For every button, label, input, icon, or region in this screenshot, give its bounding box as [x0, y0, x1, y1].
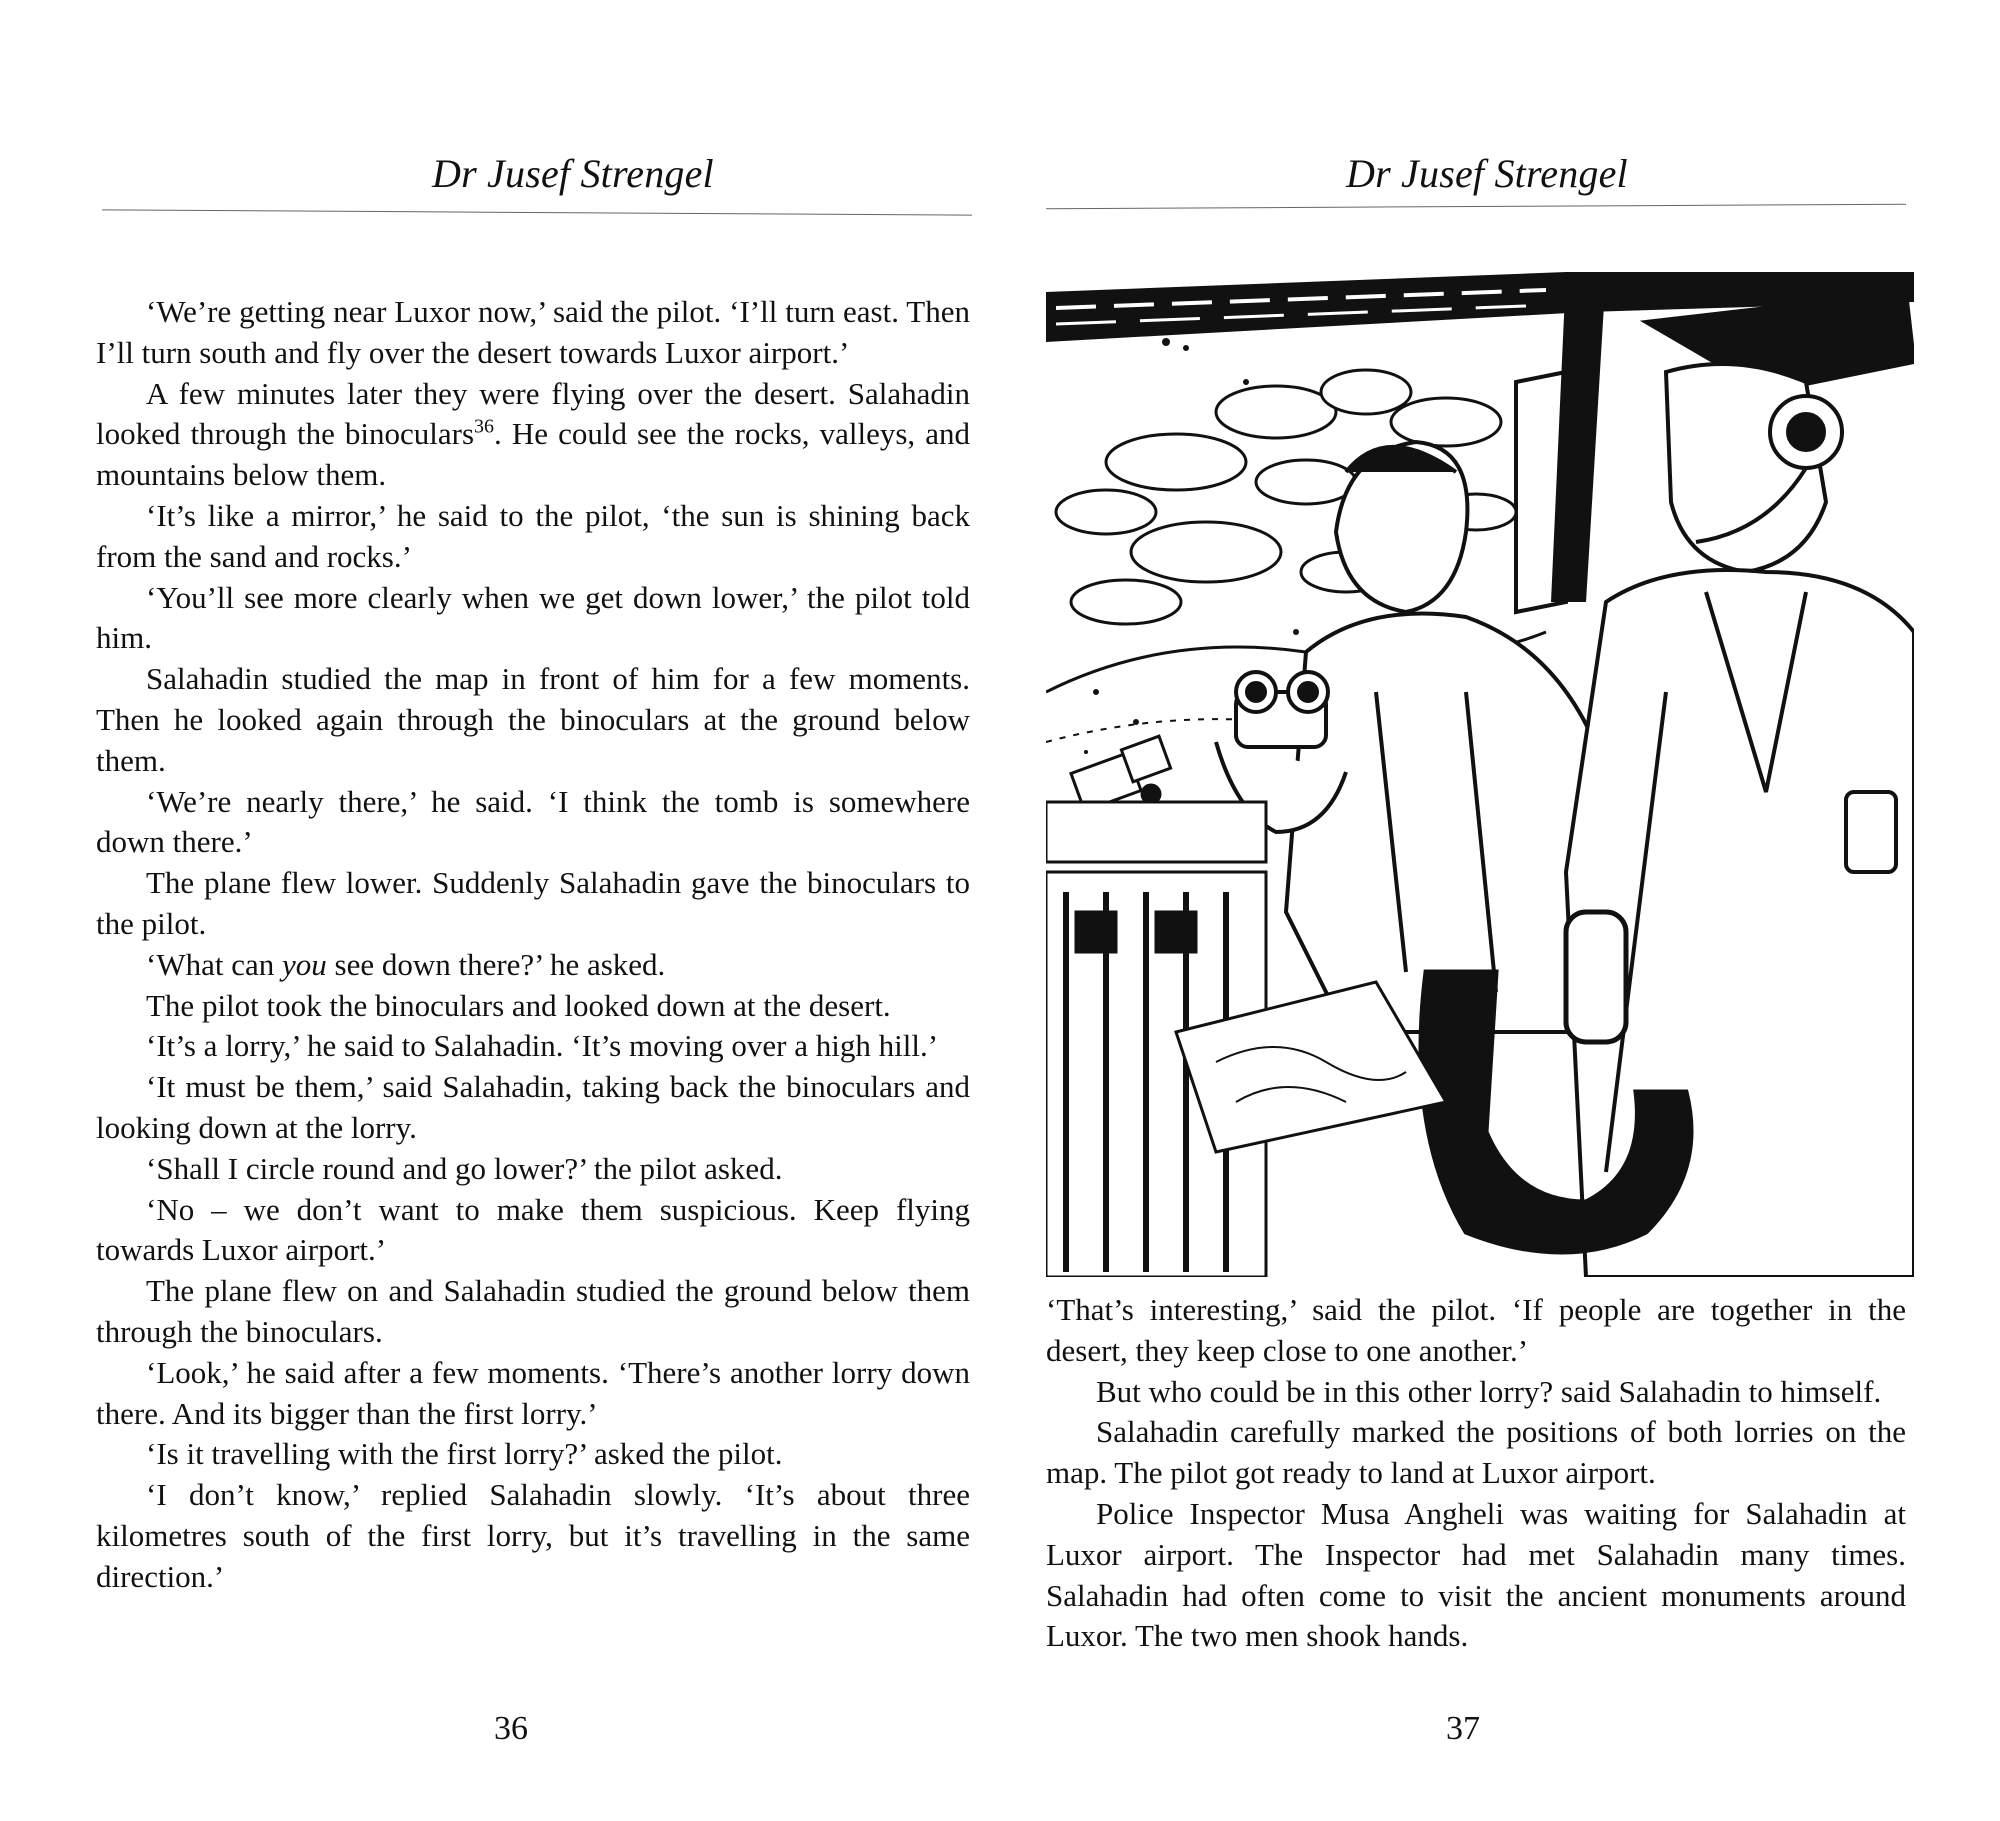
running-head: Dr Jusef Strengel — [432, 151, 714, 196]
emphasis-word: you — [281, 946, 327, 982]
cockpit-illustration — [1046, 272, 1914, 1277]
cockpit-drawing — [1046, 272, 1914, 1277]
paragraph: The pilot took the binoculars and looked down at the desert. — [146, 987, 891, 1023]
paragraph: ‘Shall I circle round and go lower?’ the pilot asked. — [146, 1150, 783, 1186]
body-text — [96, 292, 970, 1598]
paragraph — [96, 945, 970, 986]
paragraph-text: A few minutes later they were flying over the desert. Salahadin looked through the binoculars — [96, 375, 970, 452]
paragraph-text: ‘What can — [146, 946, 275, 982]
page-number: 37 — [1446, 1710, 1480, 1747]
header-rule — [1046, 204, 1906, 210]
paragraph: ‘That’s interesting,’ said the pilot. ‘If people are together in the desert, they keep close to one another.’ — [1046, 1292, 1906, 1368]
right-page — [1000, 0, 2000, 1821]
paragraph: ‘It’s a lorry,’ he said to Salahadin. ‘It’s moving over a high hill.’ — [146, 1028, 939, 1064]
paragraph: ‘Look,’ he said after a few moments. ‘There’s another lorry down there. And its bigger than the first lorry.’ — [96, 1354, 970, 1431]
paragraph: But who could be in this other lorry? said Salahadin to himself. — [1096, 1373, 1882, 1409]
paragraph: ‘Is it travelling with the first lorry?’ asked the pilot. — [146, 1436, 783, 1472]
paragraph: ‘It’s like a mirror,’ he said to the pilot, ‘the sun is shining back from the sand and rocks.’ — [96, 497, 970, 574]
paragraph: Police Inspector Musa Angheli was waiting for Salahadin at Luxor airport. The Inspector had met Salahadin many times. Salahadin had often come to visit the ancient monuments around Luxor. The two men shook hands. — [1046, 1495, 1906, 1654]
paragraph: The plane flew on and Salahadin studied the ground below them through the binoculars. — [96, 1273, 970, 1349]
paragraph: ‘We’re getting near Luxor now,’ said the pilot. ‘I’ll turn east. Then I’ll turn south and fly over the desert towards Luxor airport.’ — [96, 294, 970, 370]
running-head: Dr Jusef Strengel — [1346, 151, 1628, 196]
body-text — [1046, 1290, 1906, 1657]
paragraph: ‘We’re nearly there,’ he said. ‘I think the tomb is somewhere down there.’ — [96, 783, 970, 860]
paragraph: ‘It must be them,’ said Salahadin, taking back the binoculars and looking down at the lorry. — [96, 1069, 970, 1145]
paragraph-text: see down there?’ he asked. — [326, 946, 666, 982]
header-rule — [102, 209, 972, 215]
paragraph — [96, 374, 970, 496]
page-number: 36 — [494, 1710, 528, 1747]
footnote-ref: 36 — [474, 416, 495, 439]
paragraph-text: . He could see the rocks, valleys, and mountains below them. — [96, 416, 971, 493]
paragraph: ‘No – we don’t want to make them suspicious. Keep flying towards Luxor airport.’ — [96, 1191, 970, 1268]
paragraph: Salahadin studied the map in front of him for a few moments. Then he looked again through the binoculars at the ground below them. — [96, 661, 970, 778]
paragraph: ‘I don’t know,’ replied Salahadin slowly. ‘It’s about three kilometres south of the first lorry, but it’s travelling in the same direction.’ — [96, 1477, 970, 1594]
paragraph: The plane flew lower. Suddenly Salahadin gave the binoculars to the pilot. — [96, 865, 970, 941]
paragraph: ‘You’ll see more clearly when we get down lower,’ the pilot told him. — [96, 579, 970, 656]
paragraph: Salahadin carefully marked the positions of both lorries on the map. The pilot got ready to land at Luxor airport. — [1046, 1414, 1906, 1491]
